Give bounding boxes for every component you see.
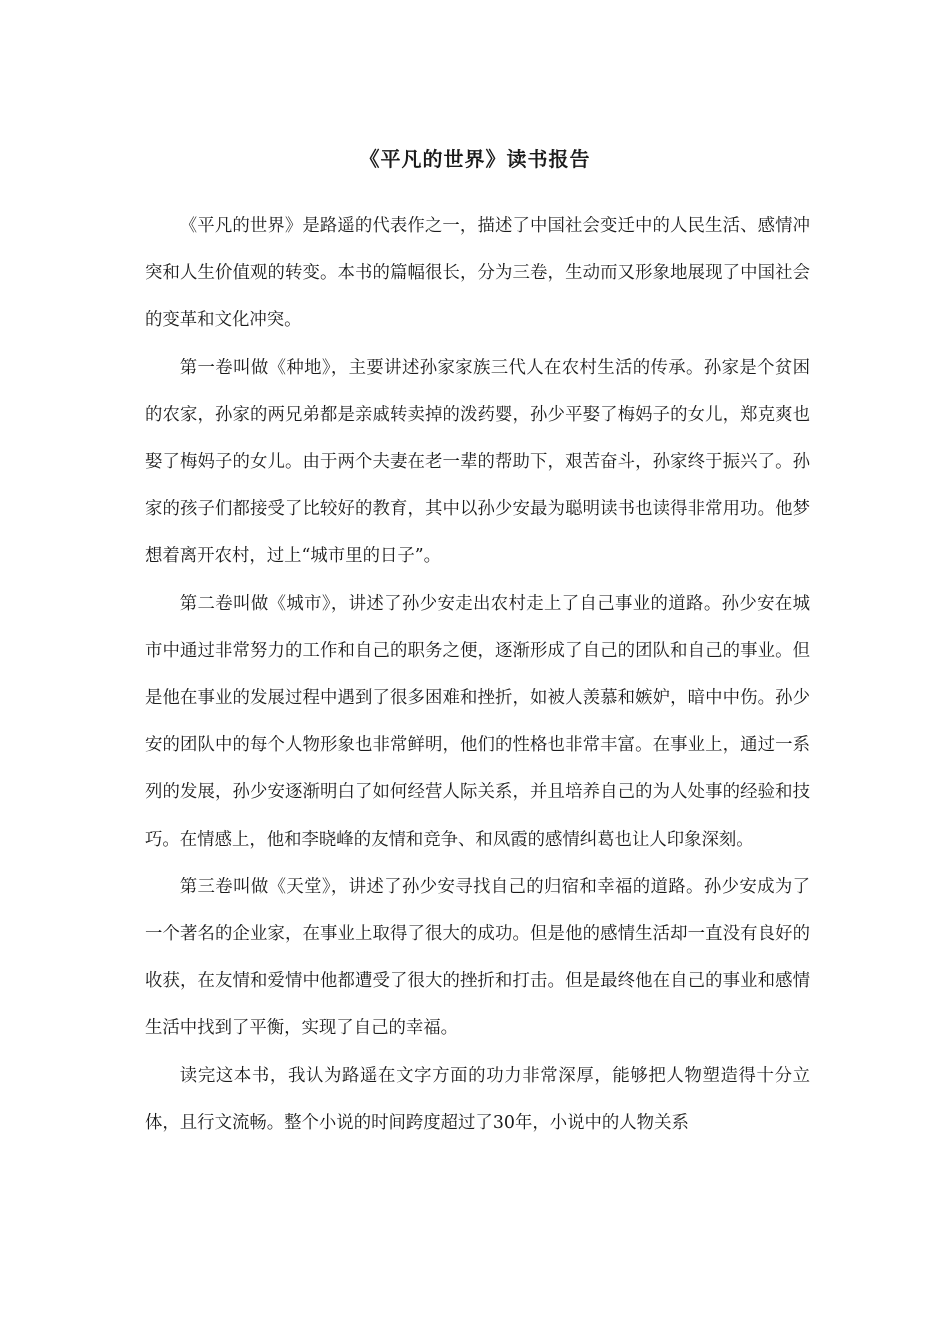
document-body [145,203,810,1147]
document-title: 《平凡的世界》读书报告 [359,147,591,171]
paragraph-volume-two: 第二卷叫做《城市》，讲述了孙少安走出农村走上了自己事业的道路。孙少安在城市中通过非常努力的工作和自己的职务之便，逐渐形成了自己的团队和自己的事业。但是他在事业的发展过程中遇到了很多困难和挫折，如被人羡慕和嫉妒，暗中中伤。孙少安的团队中的每个人物形象也非常鲜明，他们的性格也非常丰富。在事业上，通过一系列的发展，孙少安逐渐明白了如何经营人际关系，并且培养自己的为人处事的经验和技巧。在情感上，他和李晓峰的友情和竞争、和凤霞的感情纠葛也让人印象深刻。 [145,593,810,850]
paragraph-volume-three: 第三卷叫做《天堂》，讲述了孙少安寻找自己的归宿和幸福的道路。孙少安成为了一个著名的企业家，在事业上取得了很大的成功。但是他的感情生活却一直没有良好的收获，在友情和爱情中他都遭受了很大的挫折和打击。但是最终他在自己的事业和感情生活中找到了平衡，实现了自己的幸福。 [145,876,810,1039]
paragraph-volume-one: 第一卷叫做《种地》，主要讲述孙家家族三代人在农村生活的传承。孙家是个贫困的农家，孙家的两兄弟都是亲戚转卖掉的泼药婴，孙少平娶了梅妈子的女儿，郑克爽也娶了梅妈子的女儿。由于两个夫妻在老一辈的帮助下，艰苦奋斗，孙家终于振兴了。孙家的孩子们都接受了比较好的教育，其中以孙少安最为聪明读书也读得非常用功。他梦想着离开农村，过上“城市里的日子”。 [145,357,810,567]
paragraph-reflection: 读完这本书，我认为路遥在文字方面的功力非常深厚，能够把人物塑造得十分立体，且行文流畅。整个小说的时间跨度超过了30年，小说中的人物关系 [145,1065,810,1133]
paragraph-intro: 《平凡的世界》是路遥的代表作之一，描述了中国社会变迁中的人民生活、感情冲突和人生价值观的转变。本书的篇幅很长，分为三卷，生动而又形象地展现了中国社会的变革和文化冲突。 [145,216,810,331]
